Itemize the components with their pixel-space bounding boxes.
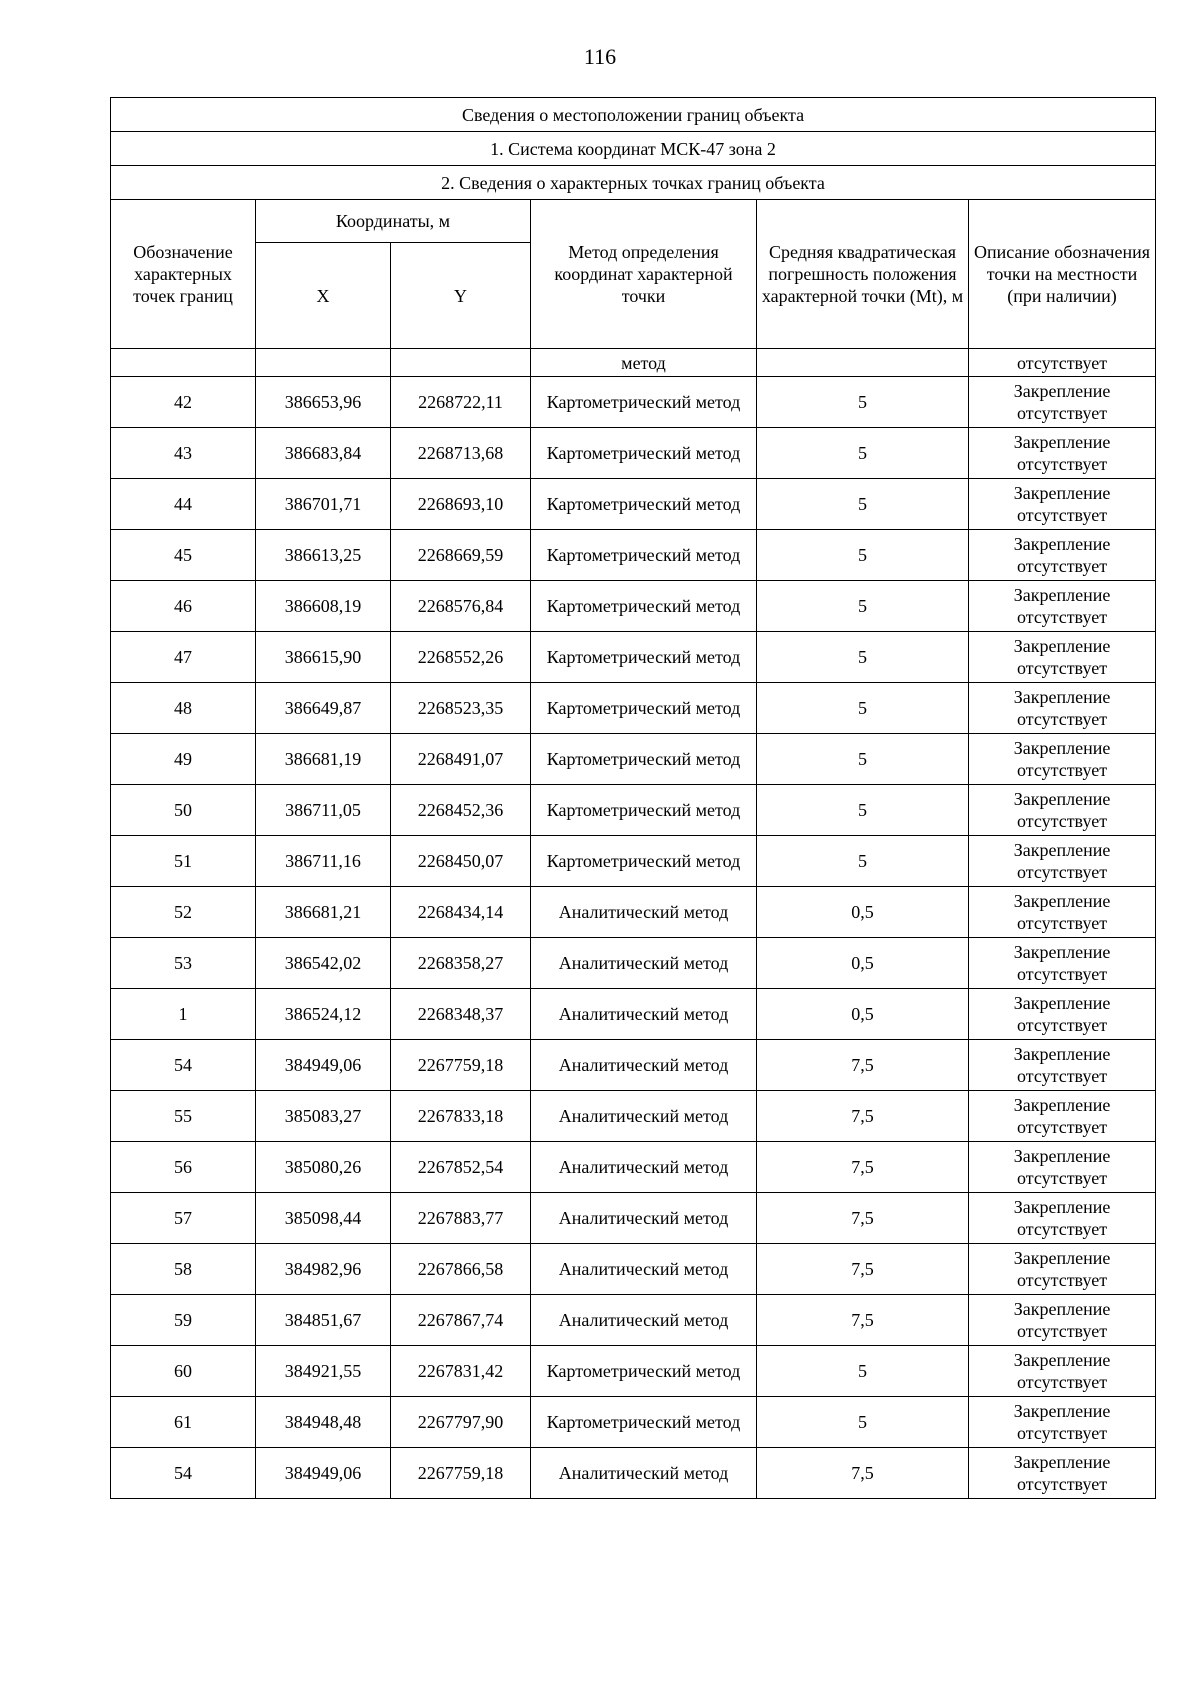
cell-method: Картометрический метод: [531, 632, 757, 683]
cell-method: Аналитический метод: [531, 1193, 757, 1244]
cell-y: 2268348,37: [391, 989, 531, 1040]
table-row: [111, 1448, 1156, 1499]
table-row: [111, 1346, 1156, 1397]
cell-y: 2267833,18: [391, 1091, 531, 1142]
cell-point: 46: [111, 581, 256, 632]
cell-y: 2267866,58: [391, 1244, 531, 1295]
cell-x: 385098,44: [256, 1193, 391, 1244]
cell-x: 386681,21: [256, 887, 391, 938]
cell-y: 2267867,74: [391, 1295, 531, 1346]
cell-description: Закрепление отсутствует: [969, 1040, 1156, 1091]
cell-x: 385083,27: [256, 1091, 391, 1142]
cell-method: Картометрический метод: [531, 1346, 757, 1397]
cell-method: Аналитический метод: [531, 989, 757, 1040]
table-row: [111, 683, 1156, 734]
cell-method: Картометрический метод: [531, 530, 757, 581]
cell-y: 2268434,14: [391, 887, 531, 938]
cell-description: Закрепление отсутствует: [969, 1193, 1156, 1244]
cell-error: 7,5: [757, 1142, 969, 1193]
header-designation: Обозначение характерных точек границ: [111, 200, 256, 349]
cell-description: Закрепление отсутствует: [969, 1448, 1156, 1499]
cell-y: 2267759,18: [391, 1448, 531, 1499]
cell-description: Закрепление отсутствует: [969, 1346, 1156, 1397]
table-row: [111, 1244, 1156, 1295]
cell-error: 5: [757, 530, 969, 581]
cell-method: Аналитический метод: [531, 1295, 757, 1346]
cell-y: 2267797,90: [391, 1397, 531, 1448]
cell-point: 44: [111, 479, 256, 530]
header-x: X: [256, 243, 391, 349]
cell-x: 385080,26: [256, 1142, 391, 1193]
cell-error: 7,5: [757, 1193, 969, 1244]
cell-point: 47: [111, 632, 256, 683]
cell-x: [256, 349, 391, 377]
cell-error: [757, 349, 969, 377]
cell-method: метод: [531, 349, 757, 377]
points-section-title: 2. Сведения о характерных точках границ объекта: [111, 166, 1156, 200]
table-row: [111, 377, 1156, 428]
cell-error: 5: [757, 1346, 969, 1397]
header-error: Средняя квадратическая погрешность положения характерной точки (Mt), м: [757, 200, 969, 349]
coordinate-system-title: 1. Система координат МСК-47 зона 2: [111, 132, 1156, 166]
cell-x: 384982,96: [256, 1244, 391, 1295]
table-row: [111, 581, 1156, 632]
cell-x: 386683,84: [256, 428, 391, 479]
cell-error: 5: [757, 836, 969, 887]
table-row: [111, 632, 1156, 683]
cell-method: Аналитический метод: [531, 1448, 757, 1499]
cell-point: 54: [111, 1040, 256, 1091]
cell-y: 2268358,27: [391, 938, 531, 989]
cell-error: 5: [757, 734, 969, 785]
boundary-points-table: [110, 97, 1156, 1499]
cell-error: 7,5: [757, 1040, 969, 1091]
cell-x: 384948,48: [256, 1397, 391, 1448]
cell-x: 386649,87: [256, 683, 391, 734]
cell-point: 42: [111, 377, 256, 428]
cell-error: 5: [757, 632, 969, 683]
cell-method: Картометрический метод: [531, 479, 757, 530]
cell-x: 386711,16: [256, 836, 391, 887]
cell-method: Картометрический метод: [531, 428, 757, 479]
cell-y: [391, 349, 531, 377]
cell-point: 58: [111, 1244, 256, 1295]
cell-point: 53: [111, 938, 256, 989]
cell-error: 7,5: [757, 1448, 969, 1499]
cell-y: 2267852,54: [391, 1142, 531, 1193]
table-row: [111, 1040, 1156, 1091]
continuation-row: [111, 349, 1156, 377]
cell-description: Закрепление отсутствует: [969, 836, 1156, 887]
cell-error: 5: [757, 785, 969, 836]
cell-description: Закрепление отсутствует: [969, 632, 1156, 683]
cell-description: Закрепление отсутствует: [969, 1295, 1156, 1346]
cell-point: 56: [111, 1142, 256, 1193]
table-row: [111, 938, 1156, 989]
cell-y: 2268713,68: [391, 428, 531, 479]
cell-point: 61: [111, 1397, 256, 1448]
cell-x: 384921,55: [256, 1346, 391, 1397]
table-title: Сведения о местоположении границ объекта: [111, 98, 1156, 132]
cell-description: Закрепление отсутствует: [969, 1091, 1156, 1142]
table-row: [111, 479, 1156, 530]
cell-description: Закрепление отсутствует: [969, 989, 1156, 1040]
cell-method: Аналитический метод: [531, 1142, 757, 1193]
cell-point: 59: [111, 1295, 256, 1346]
cell-description: Закрепление отсутствует: [969, 1244, 1156, 1295]
cell-y: 2268552,26: [391, 632, 531, 683]
cell-x: 384949,06: [256, 1040, 391, 1091]
cell-error: 5: [757, 581, 969, 632]
cell-method: Картометрический метод: [531, 1397, 757, 1448]
table-row: [111, 785, 1156, 836]
table-row: [111, 887, 1156, 938]
cell-y: 2268450,07: [391, 836, 531, 887]
cell-x: 386613,25: [256, 530, 391, 581]
cell-x: 386524,12: [256, 989, 391, 1040]
cell-method: Картометрический метод: [531, 683, 757, 734]
cell-error: 5: [757, 1397, 969, 1448]
cell-x: 384949,06: [256, 1448, 391, 1499]
cell-point: 50: [111, 785, 256, 836]
cell-method: Картометрический метод: [531, 581, 757, 632]
cell-error: 5: [757, 428, 969, 479]
cell-x: 386542,02: [256, 938, 391, 989]
cell-method: Аналитический метод: [531, 938, 757, 989]
cell-method: Картометрический метод: [531, 377, 757, 428]
cell-y: 2267831,42: [391, 1346, 531, 1397]
cell-x: 386608,19: [256, 581, 391, 632]
cell-description: Закрепление отсутствует: [969, 479, 1156, 530]
cell-description: Закрепление отсутствует: [969, 785, 1156, 836]
cell-y: 2268693,10: [391, 479, 531, 530]
cell-point: 49: [111, 734, 256, 785]
cell-y: 2268576,84: [391, 581, 531, 632]
cell-method: Аналитический метод: [531, 887, 757, 938]
cell-x: 386701,71: [256, 479, 391, 530]
table-row: [111, 428, 1156, 479]
table-row: [111, 530, 1156, 581]
table-row: [111, 1142, 1156, 1193]
cell-x: 384851,67: [256, 1295, 391, 1346]
cell-description: Закрепление отсутствует: [969, 1397, 1156, 1448]
header-method: Метод определения координат характерной точки: [531, 200, 757, 349]
cell-point: [111, 349, 256, 377]
header-coordinates: Координаты, м: [256, 200, 531, 243]
cell-y: 2268722,11: [391, 377, 531, 428]
cell-description: Закрепление отсутствует: [969, 938, 1156, 989]
cell-x: 386711,05: [256, 785, 391, 836]
cell-method: Аналитический метод: [531, 1091, 757, 1142]
cell-y: 2267759,18: [391, 1040, 531, 1091]
cell-x: 386615,90: [256, 632, 391, 683]
cell-method: Картометрический метод: [531, 836, 757, 887]
cell-error: 5: [757, 683, 969, 734]
cell-description: Закрепление отсутствует: [969, 530, 1156, 581]
cell-description: Закрепление отсутствует: [969, 887, 1156, 938]
cell-method: Аналитический метод: [531, 1244, 757, 1295]
cell-point: 43: [111, 428, 256, 479]
cell-error: 7,5: [757, 1091, 969, 1142]
cell-error: 5: [757, 377, 969, 428]
cell-y: 2268452,36: [391, 785, 531, 836]
table-row: [111, 1295, 1156, 1346]
cell-error: 0,5: [757, 938, 969, 989]
cell-description: Закрепление отсутствует: [969, 683, 1156, 734]
cell-point: 54: [111, 1448, 256, 1499]
table-row: [111, 836, 1156, 887]
cell-point: 45: [111, 530, 256, 581]
cell-point: 51: [111, 836, 256, 887]
cell-y: 2268523,35: [391, 683, 531, 734]
cell-point: 60: [111, 1346, 256, 1397]
cell-description: Закрепление отсутствует: [969, 734, 1156, 785]
cell-x: 386653,96: [256, 377, 391, 428]
cell-error: 5: [757, 479, 969, 530]
cell-y: 2267883,77: [391, 1193, 531, 1244]
header-description: Описание обозначения точки на местности (при наличии): [969, 200, 1156, 349]
cell-point: 57: [111, 1193, 256, 1244]
cell-method: Аналитический метод: [531, 1040, 757, 1091]
cell-method: Картометрический метод: [531, 785, 757, 836]
cell-error: 7,5: [757, 1244, 969, 1295]
header-y: Y: [391, 243, 531, 349]
cell-error: 0,5: [757, 887, 969, 938]
table-row: [111, 989, 1156, 1040]
cell-point: 1: [111, 989, 256, 1040]
cell-description: Закрепление отсутствует: [969, 1142, 1156, 1193]
cell-method: Картометрический метод: [531, 734, 757, 785]
cell-description: Закрепление отсутствует: [969, 428, 1156, 479]
cell-description: Закрепление отсутствует: [969, 377, 1156, 428]
cell-error: 7,5: [757, 1295, 969, 1346]
table-row: [111, 1193, 1156, 1244]
page-number: 116: [583, 44, 617, 69]
cell-point: 55: [111, 1091, 256, 1142]
cell-x: 386681,19: [256, 734, 391, 785]
cell-description: отсутствует: [969, 349, 1156, 377]
cell-error: 0,5: [757, 989, 969, 1040]
cell-point: 48: [111, 683, 256, 734]
cell-y: 2268491,07: [391, 734, 531, 785]
table-row: [111, 1397, 1156, 1448]
cell-y: 2268669,59: [391, 530, 531, 581]
cell-description: Закрепление отсутствует: [969, 581, 1156, 632]
cell-point: 52: [111, 887, 256, 938]
table-row: [111, 734, 1156, 785]
table-row: [111, 1091, 1156, 1142]
